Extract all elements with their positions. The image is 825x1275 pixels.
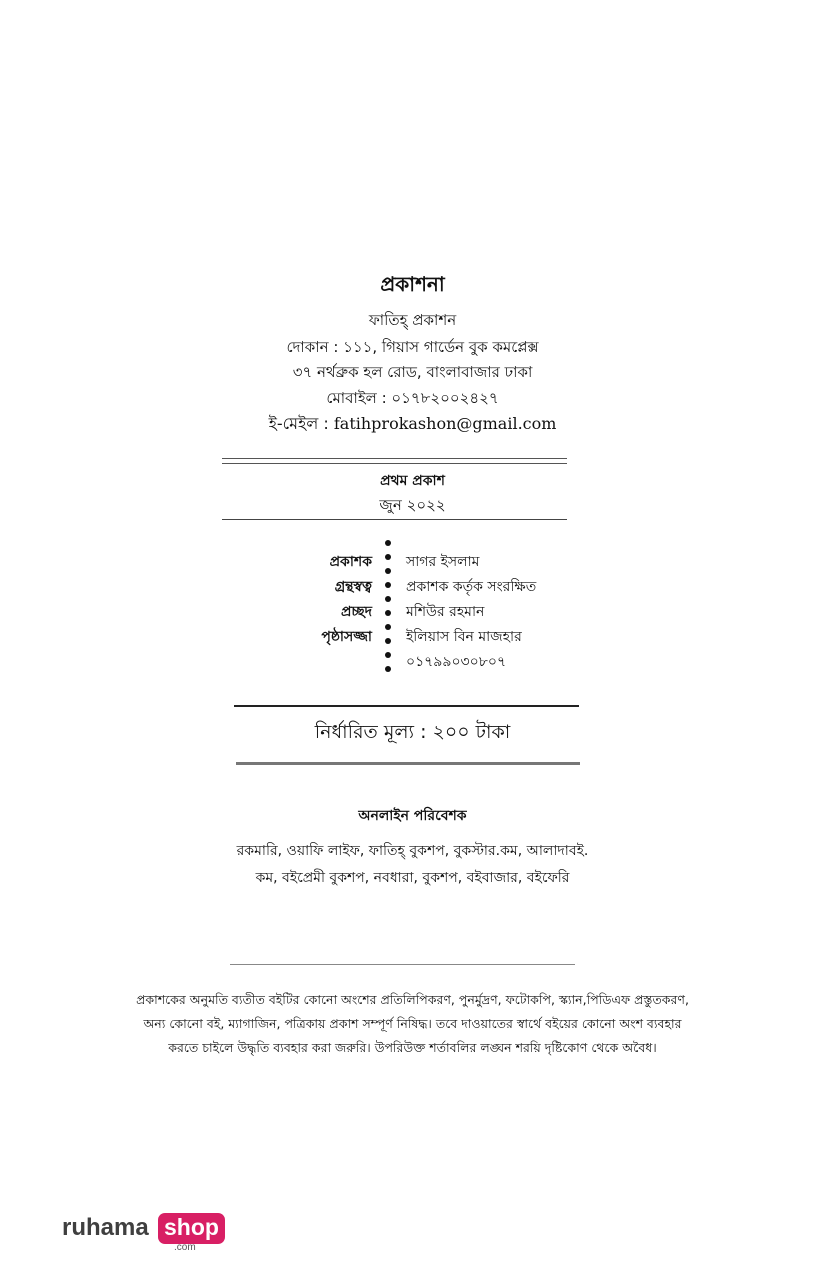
edition-label: প্রথম প্রকাশ	[380, 473, 445, 489]
credit-value-copyright: প্রকাশক কর্তৃক সংরক্ষিত	[406, 579, 537, 595]
publisher-heading: প্রকাশনা	[380, 272, 445, 296]
dot	[385, 624, 391, 630]
double-divider	[222, 458, 567, 464]
email-address: fatihprokashon@gmail.com	[333, 414, 557, 433]
notice-line-1: প্রকাশকের অনুমতি ব্যতীত বইটির কোনো অংশের প্রতিলিপিকরণ, পুনর্মুদ্রণ, ফটোকপি, স্ক্যান,পিডিএফ প্রস্তুতকরণ,	[136, 992, 689, 1007]
credit-label-copyright: গ্রন্থস্বত্ব	[334, 579, 372, 595]
dot	[385, 554, 391, 560]
credit-values	[406, 550, 636, 675]
dot	[385, 610, 391, 616]
credit-value-publisher: সাগর ইসলাম	[406, 554, 480, 570]
credit-value-layout: ইলিয়াস বিন মাজহার	[406, 629, 522, 645]
credit-label-layout: পৃষ্ঠাসজ্জা	[321, 629, 372, 645]
online-distributors-list	[0, 838, 825, 892]
distributors-line-2: কম, বইপ্রেমী বুকশপ, নবধারা, বুকশপ, বইবাজার, বইফেরি	[255, 870, 570, 886]
email-line	[0, 411, 825, 438]
divider	[222, 519, 567, 520]
credit-labels	[230, 550, 372, 650]
mobile-number: মোবাইল : ০১৭৮২০০২৪২৭	[326, 389, 499, 407]
distributors-line-1: রকমারি, ওয়াফি লাইফ, ফাতিহ্ বুকশপ, বুকস্টার.কম, আলাদাবই.	[236, 843, 589, 859]
logo-text-com: .com	[174, 1242, 196, 1253]
credit-label-cover: প্রচ্ছদ	[340, 604, 372, 620]
notice-line-3: করতে চাইলে উদ্ধৃতি ব্যবহার করা জরুরি। উপরিউক্ত শর্তাবলির লঙ্ঘন শরয়ি দৃষ্টিকোণ থেকে অবৈধ।	[168, 1040, 657, 1055]
price-bottom-divider	[236, 762, 580, 765]
credit-value-cover: মশিউর রহমান	[406, 604, 485, 620]
logo-text-ruhama: ruhama	[62, 1214, 149, 1241]
dot	[385, 582, 391, 588]
credits-block	[230, 540, 630, 690]
credit-label-publisher: প্রকাশক	[329, 554, 372, 570]
price-top-divider	[234, 705, 579, 707]
dot	[385, 568, 391, 574]
edition-date: জুন ২০২২	[379, 496, 446, 514]
dot	[385, 540, 391, 546]
online-distributors-label: অনলাইন পরিবেশক	[358, 808, 467, 824]
logo-text-shop: shop	[158, 1213, 225, 1244]
dot	[385, 652, 391, 658]
notice-divider	[230, 964, 575, 965]
shop-address: দোকান : ১১১, গিয়াস গার্ডেন বুক কমপ্লেক্স	[286, 338, 539, 356]
dot-separator	[384, 540, 392, 680]
dot	[385, 596, 391, 602]
email-label: ই-মেইল :	[268, 414, 334, 433]
publisher-name: ফাতিহ্ প্রকাশন	[368, 311, 457, 329]
copyright-notice	[0, 988, 825, 1060]
credit-value-phone: ০১৭৯৯০৩০৮০৭	[406, 654, 507, 670]
price: নির্ধারিত মূল্য : ২০০ টাকা	[314, 721, 511, 743]
notice-line-2: অন্য কোনো বই, ম্যাগাজিন, পত্রিকায় প্রকাশ সম্পূর্ণ নিষিদ্ধ। তবে দাওয়াতের স্বার্থে বইয়ের কোনো অংশ ব্যবহার	[143, 1016, 682, 1031]
dot	[385, 638, 391, 644]
road-address: ৩৭ নর্থব্রুক হল রোড, বাংলাবাজার ঢাকা	[292, 363, 533, 381]
dot	[385, 666, 391, 672]
